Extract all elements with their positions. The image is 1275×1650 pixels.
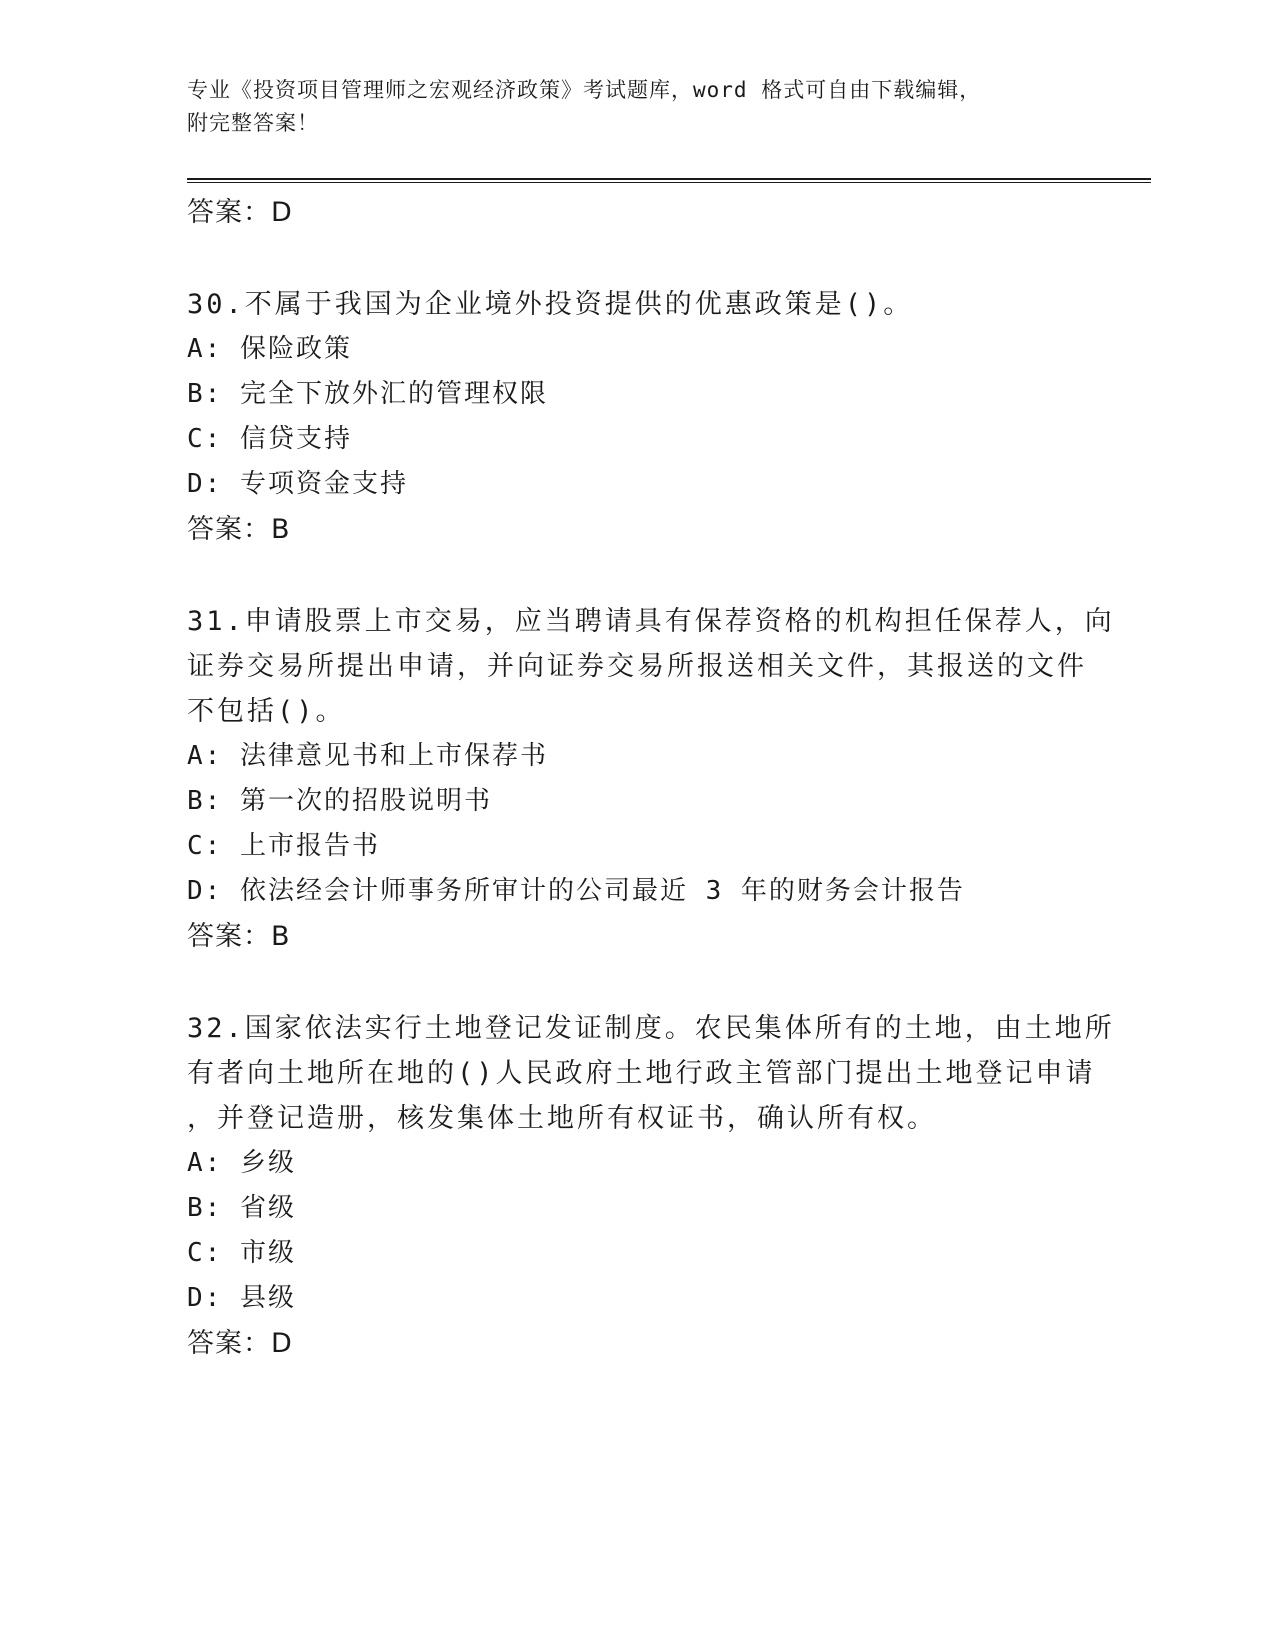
option-c: C: 上市报告书 [187,831,380,861]
question-block [187,599,1115,959]
option-d: D: 专项资金支持 [187,469,408,499]
answer: 答案：B [187,514,291,545]
header-line-2: 附完整答案！ [187,111,319,135]
question-stem: 31.申请股票上市交易，应当聘请具有保荐资格的机构担任保荐人，向 [187,606,1115,637]
question-stem: 不包括()。 [187,696,346,727]
option-b: B: 省级 [187,1193,296,1223]
option-c: C: 信贷支持 [187,424,352,454]
question-list [187,190,1115,1366]
question-stem: 证券交易所提出申请，并向证券交易所报送相关文件，其报送的文件 [187,651,1087,682]
option-b: B: 完全下放外汇的管理权限 [187,379,548,409]
question-stem: 30.不属于我国为企业境外投资提供的优惠政策是()。 [187,289,914,320]
option-c: C: 市级 [187,1238,296,1268]
header-divider [187,178,1151,183]
spacer [187,552,1087,599]
question-stem: 32.国家依法实行土地登记发证制度。农民集体所有的土地，由土地所 [187,1013,1115,1044]
question-stem: 有者向土地所在地的()人民政府土地行政主管部门提出土地登记申请 [187,1058,1096,1089]
question-block [187,282,1087,552]
document-header [187,74,1087,140]
header-line-1: 专业《投资项目管理师之宏观经济政策》考试题库，word 格式可自由下载编辑， [187,78,982,102]
spacer [187,235,1087,282]
option-a: A: 乡级 [187,1148,296,1178]
spacer [187,959,1087,1006]
answer: 答案：B [187,921,291,952]
question-stem: ，并登记造册，核发集体土地所有权证书，确认所有权。 [187,1103,937,1134]
answer: 答案：D [187,1328,293,1359]
previous-answer: 答案：D [187,197,293,228]
option-d: D: 县级 [187,1283,296,1313]
option-a: A: 保险政策 [187,334,352,364]
option-b: B: 第一次的招股说明书 [187,786,492,816]
question-block [187,1006,1115,1366]
option-a: A: 法律意见书和上市保荐书 [187,741,548,771]
option-d: D: 依法经会计师事务所审计的公司最近 3 年的财务会计报告 [187,876,965,906]
